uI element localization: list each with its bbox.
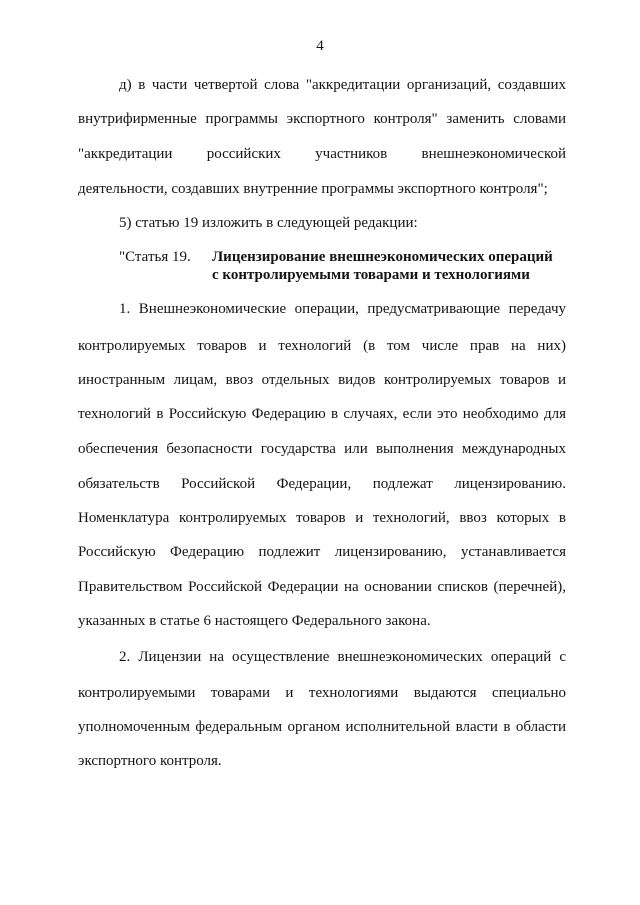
clause-1-line-2: контролируемых товаров и технологий (в том числе прав на них) <box>78 338 566 354</box>
clause-1-line-4: технологий в Российскую Федерацию в случаях, если это необходимо для <box>78 406 566 422</box>
clause-1-line-3: иностранным лицам, ввоз отдельных видов контролируемых товаров и <box>78 372 566 388</box>
para-5: 5) статью 19 изложить в следующей редакции: <box>119 215 418 231</box>
clause-1-line-6: обязательств Российской Федерации, подлежат лицензированию. <box>78 476 566 492</box>
article-title-line-2: с контролируемыми товарами и технологиями <box>212 267 530 283</box>
clause-1-line-8: Российскую Федерацию подлежит лицензированию, устанавливается <box>78 544 566 560</box>
para-d-line-4: деятельности, создавших внутренние программы экспортного контроля"; <box>78 181 548 197</box>
page-number: 4 <box>316 38 324 54</box>
clause-2-line-4: экспортного контроля. <box>78 753 222 769</box>
para-d-line-2: внутрифирменные программы экспортного контроля" заменить словами <box>78 111 566 127</box>
clause-1-line-9: Правительством Российской Федерации на основании списков (перечней), <box>78 579 566 595</box>
clause-2-line-3: уполномоченным федеральным органом исполнительной власти в области <box>78 719 566 735</box>
clause-1-line-5: обеспечения безопасности государства или выполнения международных <box>78 441 566 457</box>
article-title-line-1: Лицензирование внешнеэкономических операций <box>212 249 553 265</box>
clause-2-line-2: контролируемыми товарами и технологиями выдаются специально <box>78 685 566 701</box>
clause-2-line-1: 2. Лицензии на осуществление внешнеэкономических операций с <box>119 649 566 665</box>
article-label: "Статья 19. <box>119 249 191 265</box>
para-d-line-1: д) в части четвертой слова "аккредитации организаций, создавших <box>119 77 566 93</box>
para-d-line-3: "аккредитации российских участников внешнеэкономической <box>78 146 566 162</box>
clause-1-line-10: указанных в статье 6 настоящего Федерального закона. <box>78 613 431 629</box>
clause-1-line-7: Номенклатура контролируемых товаров и технологий, ввоз которых в <box>78 510 566 526</box>
clause-1-line-1: 1. Внешнеэкономические операции, предусматривающие передачу <box>119 301 566 317</box>
